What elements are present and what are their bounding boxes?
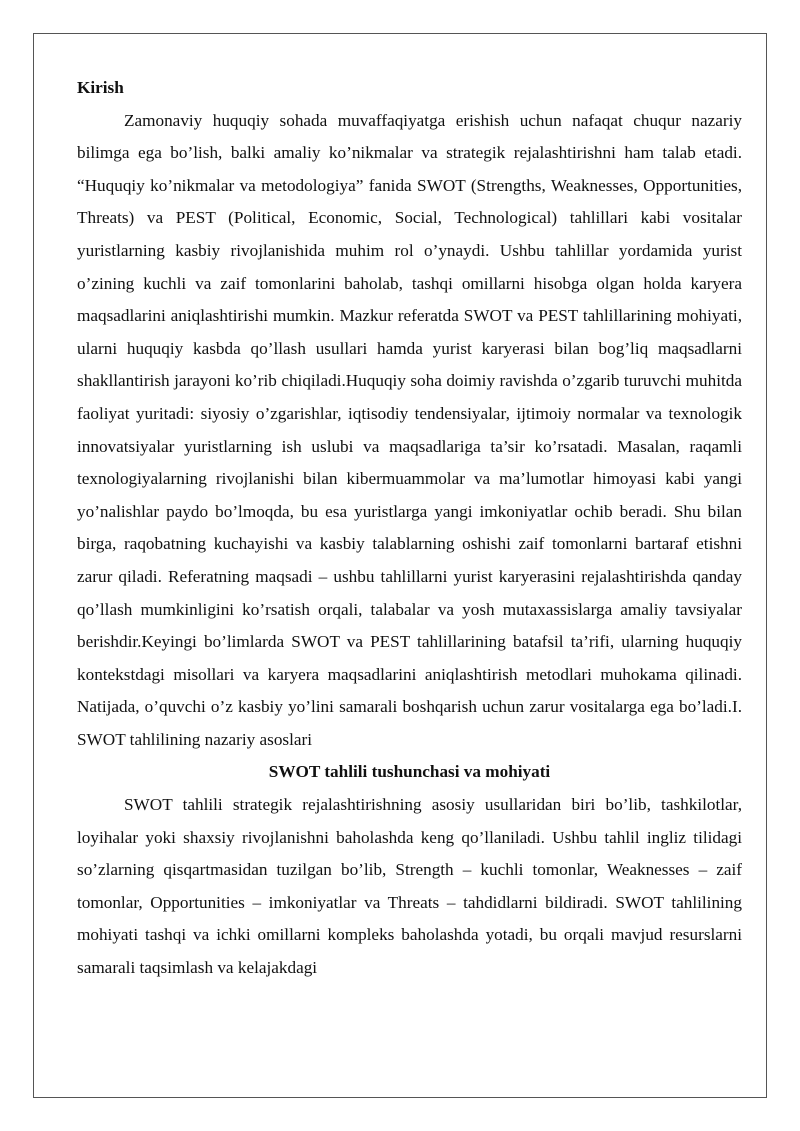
- heading-kirish: Kirish: [77, 78, 124, 97]
- document-body: [77, 72, 742, 985]
- section-title: SWOT tahlili tushunchasi va mohiyati: [268, 762, 551, 782]
- section-paragraph: SWOT tahlili strategik rejalashtirishning asosiy usullaridan biri bo’lib, tashkilotlar, loyihalar yoki shaxsiy rivojlanishni baholashda keng qo’llaniladi. Ushbu tahlil ingliz tilidagi so’zlarning qisqartmasidan tuzilgan bo’lib, Strength – kuchli tomonlar, Weaknesses – zaif tomonlar, Opportunities – imkoniyatlar va Threats – tahdidlarni bildiradi. SWOT tahlilining mohiyati tashqi va ichki omillarni kompleks baholashda yotadi, bu orqali mavjud resurslarni samarali taqsimlash va kelajakdagi: [77, 795, 742, 978]
- intro-paragraph: Zamonaviy huquqiy sohada muvaffaqiyatga erishish uchun nafaqat chuqur nazariy bilimga ega bo’lish, balki amaliy ko’nikmalar va strategik rejalashtirishni ham talab etadi. “Huquqiy ko’nikmalar va metodologiya” fanida SWOT (Strengths, Weaknesses, Opportunities, Threats) va PEST (Political, Economic, Social, Technological) tahlillari kabi vositalar yuristlarning kasbiy rivojlanishida muhim rol o’ynaydi. Ushbu tahlillar yordamida yurist o’zining kuchli va zaif tomonlarini baholab, tashqi omillarni hisobga olgan holda karyera maqsadlarini aniqlashtirishi mumkin. Mazkur referatda SWOT va PEST tahlillarining mohiyati, ularni huquqiy kasbda qo’llash usullari hamda yurist karyerasi bilan bog’liq maqsadlarni shakllantirish jarayoni ko’rib chiqiladi.Huquqiy soha doimiy ravishda o’zgarib turuvchi muhitda faoliyat yuritadi: siyosiy o’zgarishlar, iqtisodiy tendensiyalar, ijtimoiy normalar va texnologik innovatsiyalar yuristlarning ish uslubi va maqsadlariga ta’sir ko’rsatadi. Masalan, raqamli texnologiyalarning rivojlanishi bilan kibermuammolar va ma’lumotlar himoyasi kabi yangi yo’nalishlar paydo bo’lmoqda, bu esa yuristlarga yangi imkoniyatlar ochib beradi. Shu bilan birga, raqobatning kuchayishi va kasbiy talablarning oshishi zaif tomonlarni bartaraf etishni zarur qiladi. Referatning maqsadi – ushbu tahlillarni yurist karyerasini rejalashtirishda qanday qo’llash mumkinligini ko’rsatish orqali, talabalar va yosh mutaxassislarga amaliy tavsiyalar berishdir.Keyingi bo’limlarda SWOT va PEST tahlillarining batafsil ta’rifi, ularning huquqiy kontekstdagi misollari va karyera maqsadlarini aniqlashtirish metodlari muhokama qilinadi. Natijada, o’quvchi o’z kasbiy yo’lini samarali boshqarish uchun zarur vositalarga ega bo’ladi.I. SWOT tahlilining nazariy asoslari: [77, 110, 742, 749]
